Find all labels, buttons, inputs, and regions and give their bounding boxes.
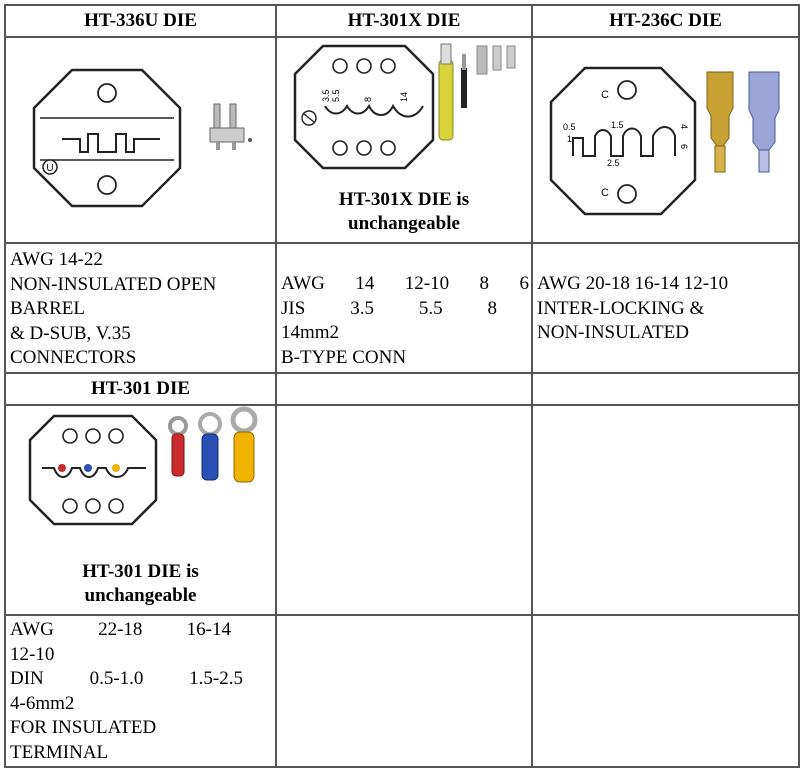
ht301-die-drawing [28, 414, 158, 526]
ht301-spec-line6: TERMINAL [10, 741, 109, 763]
ht301-caption [6, 560, 275, 608]
ht336u-die-label: U [46, 163, 54, 174]
ht301-spec-line5: FOR INSULATED [10, 717, 157, 738]
spade-terminals-icon [703, 68, 793, 178]
die-spec-table [4, 4, 800, 768]
ht301x-label-14: 14 [399, 91, 409, 102]
ht301x-jis-3-5: 3.5 [350, 297, 374, 319]
ht301-caption-line2: unchangeable [84, 585, 197, 606]
ht301x-die-drawing [293, 44, 435, 170]
empty-cell [276, 615, 532, 767]
ht301-spec-line4: 4-6mm2 [10, 692, 75, 714]
ht301x-awg-label: AWG [281, 273, 325, 294]
ht236c-label-2-5: 2.5 [607, 158, 620, 168]
ht301x-jis-label: JIS [281, 297, 306, 319]
ht301x-label-5-5: 5.5 [331, 89, 341, 102]
spec-cell-ht301 [5, 615, 276, 767]
ht301x-awg-8: 8 [479, 273, 490, 294]
empty-cell [532, 373, 799, 405]
ht301x-caption-line1: HT-301X DIE is [338, 189, 470, 210]
ht336u-spec-line4: & D-SUB, V.35 [10, 322, 131, 344]
ht236c-label-1-5: 1.5 [611, 120, 624, 130]
ht236c-spec-line3: NON-INSULATED [537, 322, 689, 343]
ht336u-spec-line5: CONNECTORS [10, 347, 137, 368]
ring-terminals-icon [164, 406, 264, 486]
spec-cell-ht236c [532, 243, 799, 373]
ht236c-label-6: 6 [679, 144, 689, 150]
empty-cell [276, 405, 532, 615]
ht236c-label-bottom: C [601, 187, 609, 199]
ht301x-label-3-5: 3.5 [321, 89, 331, 102]
ht301-awg-row [10, 618, 273, 643]
ht301x-spec-line4: B-TYPE CONN [281, 346, 407, 368]
ht236c-die-drawing [549, 66, 697, 216]
ht301-awg-16-14: 16-14 [186, 619, 231, 640]
image-cell-ht301 [5, 405, 276, 615]
ht301x-awg-row [281, 272, 529, 297]
ht301-awg-22-18: 22-18 [98, 619, 143, 640]
image-cell-ht336u [5, 37, 276, 243]
header-ht301x: HT-301X DIE [276, 5, 532, 37]
ht301-caption-line1: HT-301 DIE is [82, 561, 199, 582]
ht301x-spec-line3: 14mm2 [281, 322, 340, 343]
image-cell-ht236c [532, 37, 799, 243]
ht236c-label-4: 4 [679, 124, 689, 130]
ht301-din-1-5-2-5: 1.5-2.5 [189, 668, 243, 689]
ht301-din-row [10, 667, 273, 692]
spec-cell-ht336u [5, 243, 276, 373]
open-barrel-terminal-icon [206, 100, 256, 160]
header-ht301: HT-301 DIE [5, 373, 276, 405]
ht301x-caption [277, 188, 531, 236]
ht236c-label-0-5: 0.5 [563, 122, 576, 132]
ht336u-spec-line2: NON-INSULATED OPEN [10, 273, 217, 295]
ht301x-jis-8: 8 [487, 297, 497, 319]
header-ht236c: HT-236C DIE [532, 5, 799, 37]
ht301x-caption-line2: unchangeable [348, 213, 460, 234]
ht301-awg-label: AWG [10, 619, 54, 640]
ht301x-jis-5-5: 5.5 [418, 297, 443, 319]
ht301-din-label: DIN [10, 668, 44, 689]
empty-cell [532, 615, 799, 767]
ht301x-label-8: 8 [363, 96, 373, 102]
image-cell-ht301x [276, 37, 532, 243]
b-type-connector-icon [435, 40, 525, 150]
ht336u-spec-line1: AWG 14-22 [10, 249, 103, 270]
ht236c-label-1: 1 [567, 134, 573, 144]
ht336u-die-drawing [32, 68, 182, 208]
empty-cell [532, 405, 799, 615]
empty-cell [276, 373, 532, 405]
header-ht336u: HT-336U DIE [5, 5, 276, 37]
ht236c-spec-line2: INTER-LOCKING & [537, 297, 705, 319]
ht336u-spec-line3: BARREL [10, 298, 85, 319]
ht301-spec-line2: 12-10 [10, 643, 55, 665]
spec-cell-ht301x [276, 243, 532, 373]
ht301-din-0-5-1-0: 0.5-1.0 [89, 668, 144, 689]
ht301x-awg-6: 6 [519, 273, 529, 294]
ht236c-spec-line1: AWG 20-18 16-14 12-10 [537, 273, 729, 294]
ht301x-awg-12-10: 12-10 [404, 273, 450, 294]
ht236c-label-top: C [601, 89, 609, 101]
ht301x-jis-row [281, 297, 529, 322]
ht301x-awg-14: 14 [355, 273, 375, 294]
